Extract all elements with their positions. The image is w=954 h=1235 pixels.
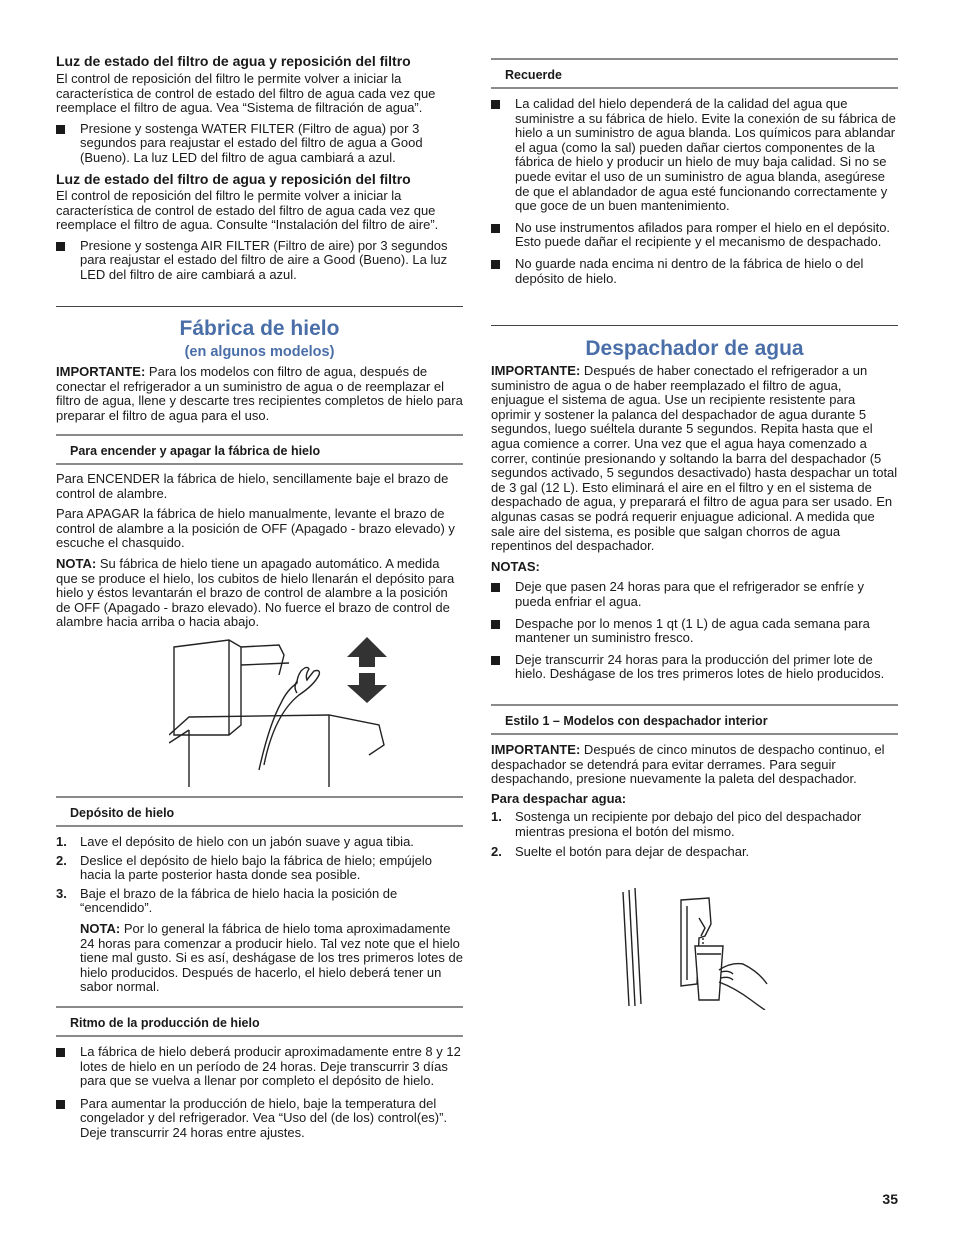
ice-maker-title: Fábrica de hielo (179, 317, 340, 340)
recuerde-bullets (491, 97, 898, 286)
water-filter-status-text: El control de reposición del filtro le permite volver a iniciar la característica de control de estado del filtro de agua cada vez que reemplace el filtro de agua. Vea “Sistema de filtración de agua”. (56, 71, 436, 116)
water-filter-status-body (56, 72, 463, 166)
ice-bin-step-3: 3. Baje el brazo de la fábrica de hielo hacia la posición de “encendido”. (56, 885, 398, 916)
notas-label: NOTAS: (491, 558, 540, 574)
recuerde-section-bar (491, 58, 898, 89)
water-dispenser-illustration (619, 888, 769, 1010)
note-label: NOTA: (56, 555, 97, 571)
air-filter-status-body (56, 189, 463, 283)
ice-maker-important (56, 365, 463, 423)
estilo-section-bar (491, 704, 898, 735)
turn-on-text: Para ENCENDER la fábrica de hielo, sencillamente baje el brazo de control de alambre. (56, 471, 449, 501)
water-filter-status-heading: Luz de estado del filtro de agua y reposición del filtro (56, 53, 411, 69)
ice-bin-step-1: 1. Lave el depósito de hielo con un jabón suave y agua tibia. (56, 834, 414, 849)
important-text: Después de haber conectado el refrigerador a un suministro de agua o de haber reemplazado el filtro de agua, enjuague el sistema de agua. Use un recipiente resistente para oprimir y sostener la palanca del despachador de agua durante 5 segundos, luego suéltela durante 5 segundos. Repita hasta que el agua comience a correr. Una vez que el agua haya comenzado a correr, continúe presionando y soltando la barra del despachador (5 segundos activado, 5 segundos desactivado) hasta despachar un total de 3 gal (12 L). Esto eliminará el aire en el filtro y en el sistema de despachado de agua, y preparará el filtro de agua para ser usado. En algunas casas se podrá requerir enjuague adicional. A medida que sale aire del sistema, es posible que salgan chorros de agua repentinos del despachador. (491, 363, 898, 554)
on-off-body (56, 472, 463, 630)
estilo-section-title: Estilo 1 – Modelos con despachador interior (505, 714, 768, 728)
turn-off-text: Para APAGAR la fábrica de hielo manualmente, levante el brazo de control de alambre a la posición de OFF (Apagado - brazo elevado) y escuche el chasquido. (56, 506, 455, 551)
dispense-step-2: 2. Suelte el botón para dejar de despachar. (491, 843, 750, 859)
important-text: Para los modelos con filtro de agua, después de conectar el refrigerador a un suministro de agua o de reemplazar el filtro de agua, llene y descarte tres recipientes completos de hielo para preparar el filtro de agua para el uso. (56, 364, 463, 423)
dispense-step-1: 1. Sostenga un recipiente por debajo del pico del despachador mientras presiona el botón del mismo. (491, 809, 862, 839)
ice-bin-step-2: 2. Deslice el depósito de hielo bajo la fábrica de hielo; empújelo hacia la parte posterior hasta donde sea posible. (56, 852, 432, 883)
on-off-section-bar (56, 434, 463, 465)
ice-rate-bullet-1: La fábrica de hielo deberá producir aproximadamente entre 8 y 12 lotes de hielo en un período de 24 horas. Deje transcurrir 3 días para que se vuelva a llenar por completo el depósito de hielo. (56, 1045, 463, 1089)
estilo-body (491, 743, 898, 859)
water-dispenser-important (491, 364, 898, 682)
air-filter-status-text: El control de reposición del filtro le permite volver a iniciar la característica de control de estado del filtro de agua cada vez que reemplace el filtro de agua. Consulte “Instalación del filtro de aire”. (56, 188, 439, 233)
recuerde-bullet-1: La calidad del hielo dependerá de la calidad del agua que suministre a su fábrica de hielo. Evite la conexión de su fábrica de hielo a un suministro de agua blanda. Los químicos para ablandar el agua (como la sal) pueden dañar ciertos componentes de la fábrica de hielo y producir un hielo de muy baja calidad. Si no se puede evitar el uso de un suministro de agua blanda, asegúrese de que el ablandador de agua esté funcionando correctamente y que goce de un buen mantenimiento. (491, 97, 898, 214)
notas-bullet-2: Despache por lo menos 1 qt (1 L) de agua cada semana para mantener un suministro fresco. (491, 617, 898, 646)
notas-bullet-3: Deje transcurrir 24 horas para la producción del primer lote de hielo. Deshágase de los tres primeros lotes de hielo producidos. (491, 653, 898, 682)
on-off-section-title: Para encender y apagar la fábrica de hielo (70, 444, 321, 458)
ice-maker-illustration (169, 635, 399, 787)
ice-bin-steps (56, 835, 463, 995)
ice-rate-bullet-2: Para aumentar la producción de hielo, baje la temperatura del congelador y del refrigerador. Vea “Uso del (de los) control(es)”. Deje transcurrir 24 horas entre ajustes. (56, 1097, 463, 1141)
section-divider (491, 325, 898, 326)
ice-rate-section-title: Ritmo de la producción de hielo (70, 1016, 260, 1030)
air-filter-status-heading: Luz de estado del filtro de agua y reposición del filtro (56, 171, 411, 187)
recuerde-bullet-3: No guarde nada encima ni dentro de la fábrica de hielo o del depósito de hielo. (491, 257, 898, 286)
page-number: 35 (882, 1191, 898, 1207)
recuerde-bullet-2: No use instrumentos afilados para romper el hielo en el depósito. Esto puede dañar el recipiente y el mecanismo de despachado. (491, 221, 898, 250)
important-text: Después de cinco minutos de despacho continuo, el despachador se detendrá para evitar derrames. Para seguir despachando, presione nuevamente la paleta del despachador. (491, 742, 885, 787)
notas-bullet-1: Deje que pasen 24 horas para que el refrigerador se enfríe y pueda enfriar el agua. (491, 580, 898, 609)
important-label: IMPORTANTE: (491, 363, 581, 378)
recuerde-section-title: Recuerde (505, 68, 562, 82)
ice-bin-section-title: Depósito de hielo (70, 806, 175, 820)
ice-rate-bullets (56, 1045, 463, 1141)
ice-bin-step-note: NOTA: Por lo general la fábrica de hielo toma aproximadamente 24 horas para comenzar a producir hielo. Tal vez note que el hielo tiene mal gusto. Si es así, deshágase de los tres primeros lotes de hielo producidos. Después de hacerlo, el hielo deberá tener un sabor normal. (80, 920, 463, 995)
note-text: Su fábrica de hielo tiene un apagado automático. A medida que se produce el hielo, los cubitos de hielo llenarán el depósito para hielo y éstos levantarán el brazo de control de alambre a la posición de OFF (Apagado - brazo elevado). No fuerce el brazo de control de alambre hacia arriba o hacia abajo. (56, 555, 455, 630)
water-filter-bullet: Presione y sostenga WATER FILTER (Filtro de agua) por 3 segundos para reajustar el estado del filtro de agua a Good (Bueno). La luz LED del filtro de agua cambiará a azul. (56, 122, 463, 166)
air-filter-bullet: Presione y sostenga AIR FILTER (Filtro de aire) por 3 segundos para reajustar el estado del filtro de aire a Good (Bueno). La luz LED del filtro de aire cambiará a azul. (56, 239, 463, 283)
ice-rate-section-bar (56, 1006, 463, 1037)
ice-maker-subtitle: (en algunos modelos) (184, 344, 335, 360)
ice-bin-section-bar (56, 796, 463, 827)
section-divider (56, 306, 463, 307)
important-label: IMPORTANTE: (491, 742, 581, 757)
dispense-label: Para despachar agua: (491, 790, 627, 806)
water-dispenser-title: Despachador de agua (585, 337, 804, 360)
important-label: IMPORTANTE: (56, 364, 146, 379)
